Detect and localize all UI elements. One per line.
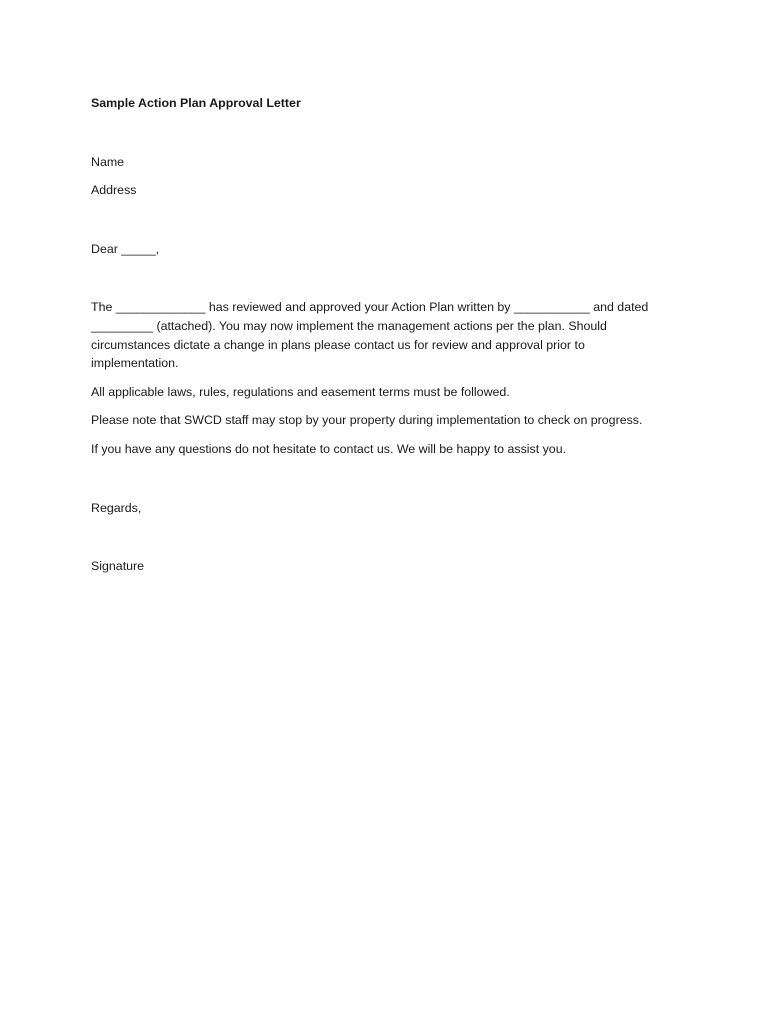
body-paragraph-laws: All applicable laws, rules, regulations and easement terms must be followed. (91, 384, 510, 399)
body-paragraph-questions: If you have any questions do not hesitate to contact us. We will be happy to assist you. (91, 441, 567, 456)
document-title: Sample Action Plan Approval Letter (91, 96, 301, 110)
recipient-name: Name (91, 154, 125, 169)
body-paragraph-approval: The _____________ has reviewed and approved your Action Plan written by ___________ and dated _________ (attached). You may now implement the management actions per the plan. Should circumstances dictate a change in plans please contact us for review and approval prior to implementation. (91, 300, 649, 371)
salutation: Dear _____, (91, 241, 160, 256)
recipient-address: Address (91, 183, 137, 198)
letter-content (91, 94, 671, 576)
closing: Regards, (91, 500, 142, 515)
signature-line: Signature (91, 559, 145, 574)
body-paragraph-staff-visit: Please note that SWCD staff may stop by your property during implementation to check on progress. (91, 413, 643, 428)
